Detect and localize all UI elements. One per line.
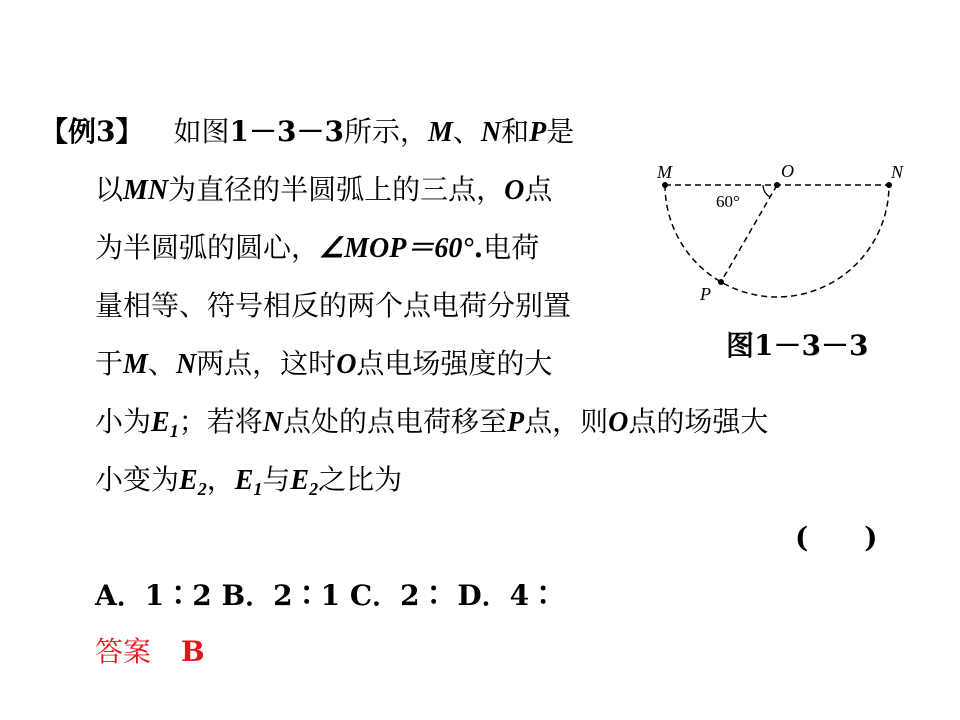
text: 电荷 [483, 231, 540, 264]
answer-value: B [181, 635, 205, 668]
text: 和 [501, 115, 530, 148]
example-line-4 [95, 288, 571, 324]
text: ；若将 [178, 405, 263, 438]
var-E: E [179, 465, 198, 496]
label-P: P [700, 284, 711, 304]
text: 小为 [95, 405, 152, 438]
text: 点处的点电荷移至 [282, 405, 507, 438]
angle-label: 60° [716, 192, 740, 211]
example-tag: 【例3】 [40, 115, 144, 148]
var-MN: MN [123, 175, 169, 206]
text: 点电场强度的大 [356, 347, 553, 380]
figure-ref: 1－3－3 [229, 115, 344, 148]
var-O: O [504, 175, 525, 206]
text: 与 [262, 463, 291, 496]
text: ， [206, 463, 235, 496]
text: 小变为 [95, 463, 180, 496]
subscript: 1 [169, 421, 179, 441]
var-P: P [506, 407, 525, 438]
var-N: N [480, 117, 502, 148]
var-E2 [179, 465, 207, 499]
text: 为直径的半圆弧上的三点， [168, 173, 505, 206]
example-line-2 [95, 172, 552, 209]
answer-options: A．1∶2 B．2∶1 C．2∶ D．4∶ [95, 579, 558, 612]
subscript: 2 [197, 479, 207, 499]
var-N: N [262, 407, 283, 438]
figure-caption: 图1－3－3 [726, 329, 869, 362]
text: 于 [95, 347, 124, 380]
subscript: 2 [309, 479, 319, 499]
var-E2 [290, 465, 319, 499]
var-E: E [234, 465, 254, 496]
text: 、 [452, 115, 481, 148]
text: 、 [147, 347, 176, 380]
var-E: E [290, 465, 310, 496]
answer-line [95, 634, 205, 670]
var-O: O [608, 407, 629, 438]
example-line-3 [95, 230, 539, 267]
subscript: 1 [253, 479, 263, 499]
example-line-1 [40, 114, 574, 151]
var-M: M [123, 349, 148, 380]
point-N [886, 182, 892, 188]
text: 两点，这时 [196, 347, 337, 380]
text: 是 [546, 115, 575, 148]
text: 如图 [173, 115, 230, 148]
text: 点，则 [524, 405, 609, 438]
text: 为半圆弧的圆心， [95, 231, 320, 264]
text: 量相等、符号相反的两个点电荷分别置 [95, 289, 572, 322]
answer-label: 答案 [95, 635, 152, 668]
angle-arc [763, 185, 770, 197]
text: 以 [95, 173, 124, 206]
point-M [662, 182, 668, 188]
text: . [473, 231, 484, 264]
example-line-5 [95, 346, 552, 383]
label-N: N [891, 162, 904, 182]
var-E1 [151, 407, 179, 441]
point-P [718, 279, 724, 285]
text: 之比为 [318, 463, 403, 496]
text: 点 [524, 173, 553, 206]
semicircle-diagram [650, 150, 904, 320]
text: 点的场强大 [628, 405, 769, 438]
var-P: P [529, 117, 547, 148]
example-line-7 [95, 462, 402, 499]
semicircle-arc [665, 185, 889, 297]
example-line-6 [95, 404, 768, 441]
var-O: O [336, 349, 357, 380]
var-M: M [427, 117, 453, 148]
answer-parentheses: ( ) [795, 521, 878, 554]
point-O [774, 182, 780, 188]
var-E: E [151, 407, 170, 438]
text: 所示， [343, 115, 428, 148]
label-M: M [657, 162, 672, 182]
var-N: N [175, 349, 197, 380]
angle-expr: ∠MOP＝60° [319, 233, 474, 264]
var-E1 [234, 465, 263, 499]
label-O: O [781, 161, 794, 181]
